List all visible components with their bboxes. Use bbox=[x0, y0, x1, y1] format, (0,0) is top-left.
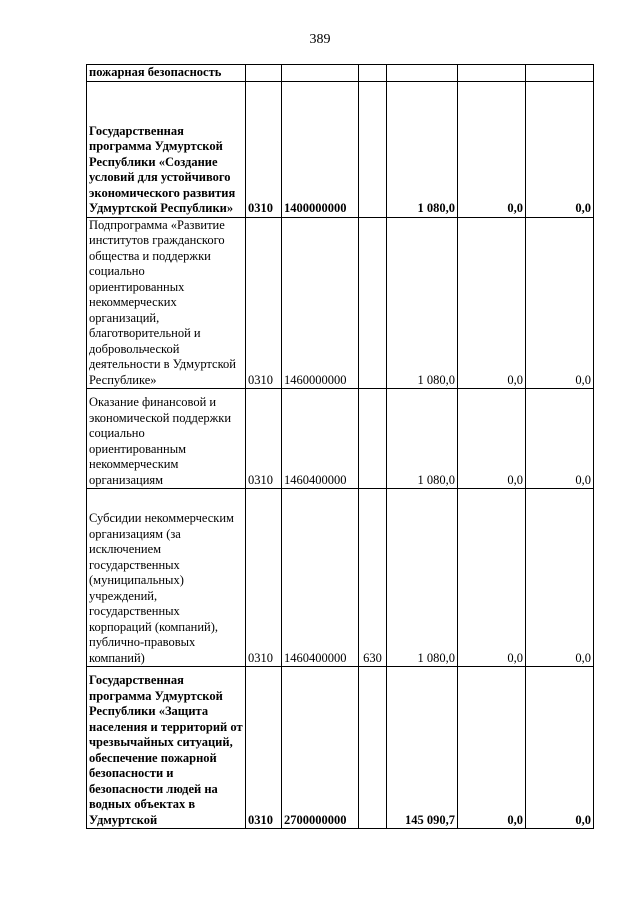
row-target-item-cell: 1460400000 bbox=[282, 489, 359, 667]
row-target-item-cell bbox=[282, 65, 359, 82]
row-section-code-cell: 0310 bbox=[246, 667, 282, 829]
row-amount-3-cell: 0,0 bbox=[526, 489, 594, 667]
row-amount-2-cell: 0,0 bbox=[458, 667, 526, 829]
row-target-item-cell: 1460000000 bbox=[282, 217, 359, 389]
table-row bbox=[87, 667, 594, 829]
row-amount-3-cell bbox=[526, 65, 594, 82]
row-amount-1-cell: 1 080,0 bbox=[387, 389, 458, 489]
row-amount-2-cell: 0,0 bbox=[458, 217, 526, 389]
row-name-cell: Государственная программа Удмуртской Республики «Создание условий для устойчивого экономического развития Удмуртской Республики» bbox=[87, 81, 246, 217]
row-expense-type-cell bbox=[359, 389, 387, 489]
row-section-code-cell: 0310 bbox=[246, 389, 282, 489]
row-amount-3-cell: 0,0 bbox=[526, 81, 594, 217]
row-name-cell: Государственная программа Удмуртской Республики «Защита населения и территорий от чрезвычайных ситуаций, обеспечение пожарной безопасности и безопасности людей на водных объектах в Удмуртской bbox=[87, 667, 246, 829]
row-name-cell: Подпрограмма «Развитие институтов гражданского общества и поддержки социально ориентированных некоммерческих организаций, благотворительной и добровольческой деятельности в Удмуртской Республике» bbox=[87, 217, 246, 389]
row-amount-2-cell: 0,0 bbox=[458, 489, 526, 667]
row-expense-type-cell bbox=[359, 65, 387, 82]
row-expense-type-cell bbox=[359, 81, 387, 217]
row-expense-type-cell bbox=[359, 217, 387, 389]
table-row bbox=[87, 389, 594, 489]
row-amount-1-cell: 1 080,0 bbox=[387, 81, 458, 217]
row-amount-1-cell: 1 080,0 bbox=[387, 489, 458, 667]
row-amount-3-cell: 0,0 bbox=[526, 667, 594, 829]
row-name-cell: Оказание финансовой и экономической поддержки социально ориентированным некоммерческим организациям bbox=[87, 389, 246, 489]
table-row bbox=[87, 81, 594, 217]
page-number: 389 bbox=[309, 32, 331, 47]
row-section-code-cell: 0310 bbox=[246, 81, 282, 217]
row-name-cell: пожарная безопасность bbox=[87, 65, 246, 82]
row-amount-2-cell bbox=[458, 65, 526, 82]
row-amount-2-cell: 0,0 bbox=[458, 389, 526, 489]
row-section-code-cell bbox=[246, 65, 282, 82]
row-target-item-cell: 2700000000 bbox=[282, 667, 359, 829]
row-section-code-cell: 0310 bbox=[246, 489, 282, 667]
row-target-item-cell: 1400000000 bbox=[282, 81, 359, 217]
row-amount-2-cell: 0,0 bbox=[458, 81, 526, 217]
row-amount-3-cell: 0,0 bbox=[526, 389, 594, 489]
row-expense-type-cell bbox=[359, 667, 387, 829]
row-amount-3-cell: 0,0 bbox=[526, 217, 594, 389]
row-target-item-cell: 1460400000 bbox=[282, 389, 359, 489]
row-amount-1-cell: 145 090,7 bbox=[387, 667, 458, 829]
row-name-cell: Субсидии некоммерческим организациям (за исключением государственных (муниципальных) учреждений, государственных корпораций (компаний), публично-правовых компаний) bbox=[87, 489, 246, 667]
row-section-code-cell: 0310 bbox=[246, 217, 282, 389]
budget-table bbox=[86, 64, 594, 829]
table-row bbox=[87, 217, 594, 389]
table-row bbox=[87, 65, 594, 82]
row-amount-1-cell bbox=[387, 65, 458, 82]
row-amount-1-cell: 1 080,0 bbox=[387, 217, 458, 389]
table-row bbox=[87, 489, 594, 667]
row-expense-type-cell: 630 bbox=[359, 489, 387, 667]
